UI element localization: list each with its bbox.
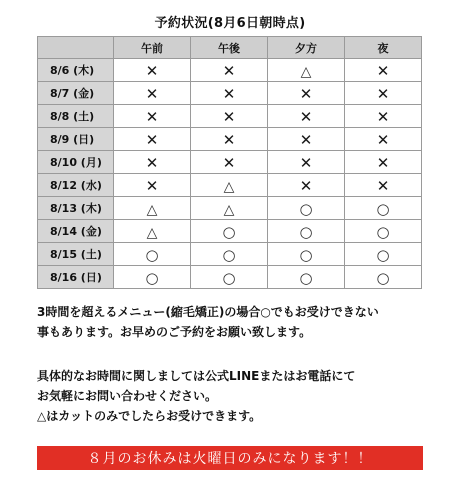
notice-line: お気軽にお問い合わせください。	[37, 389, 218, 403]
cell-evening	[268, 197, 345, 220]
cross-icon: ✕	[299, 153, 313, 172]
table-row	[38, 128, 422, 151]
table-row	[38, 151, 422, 174]
cell-night	[345, 220, 422, 243]
table-row	[38, 243, 422, 266]
table-row	[38, 220, 422, 243]
cell-afternoon	[191, 174, 268, 197]
circle-icon: ○	[145, 245, 159, 264]
cross-icon: ✕	[376, 84, 390, 103]
cell-night	[345, 105, 422, 128]
notice-line: △はカットのみでしたらお受けできます。	[37, 409, 262, 423]
cell-morning	[114, 174, 191, 197]
circle-icon: ○	[299, 222, 313, 241]
circle-icon: ○	[222, 222, 236, 241]
cell-morning	[114, 220, 191, 243]
cell-afternoon	[191, 59, 268, 82]
table-row	[38, 197, 422, 220]
cell-evening	[268, 220, 345, 243]
row-date: 8/14 (金)	[38, 220, 114, 243]
cell-afternoon	[191, 243, 268, 266]
cell-morning	[114, 59, 191, 82]
row-date: 8/6 (木)	[38, 59, 114, 82]
holiday-banner: ８月のお休みは火曜日のみになります！！	[37, 446, 423, 470]
column-header-evening: 夕方	[268, 37, 345, 59]
notice-line: 具体的なお時間に関しましては公式LINEまたはお電話にて	[37, 369, 356, 383]
cell-night	[345, 174, 422, 197]
cell-night	[345, 151, 422, 174]
cell-afternoon	[191, 266, 268, 289]
row-date: 8/15 (土)	[38, 243, 114, 266]
cell-evening	[268, 243, 345, 266]
cross-icon: ✕	[222, 61, 236, 80]
table-row	[38, 105, 422, 128]
cross-icon: ✕	[299, 107, 313, 126]
cell-night	[345, 59, 422, 82]
cell-night	[345, 197, 422, 220]
row-date: 8/8 (土)	[38, 105, 114, 128]
table-row	[38, 174, 422, 197]
row-date: 8/12 (水)	[38, 174, 114, 197]
triangle-icon: △	[300, 63, 312, 80]
cross-icon: ✕	[145, 107, 159, 126]
circle-icon: ○	[376, 199, 390, 218]
column-header-afternoon: 午後	[191, 37, 268, 59]
column-header-date	[38, 37, 114, 59]
cross-icon: ✕	[222, 153, 236, 172]
cell-evening	[268, 128, 345, 151]
triangle-icon: △	[146, 201, 158, 218]
row-date: 8/13 (木)	[38, 197, 114, 220]
column-header-morning: 午前	[114, 37, 191, 59]
cross-icon: ✕	[299, 84, 313, 103]
cross-icon: ✕	[145, 176, 159, 195]
triangle-icon: △	[146, 224, 158, 241]
cell-evening	[268, 174, 345, 197]
cross-icon: ✕	[145, 153, 159, 172]
cell-evening	[268, 266, 345, 289]
cross-icon: ✕	[376, 107, 390, 126]
table-header-row	[38, 37, 422, 59]
triangle-icon: △	[223, 201, 235, 218]
cross-icon: ✕	[376, 153, 390, 172]
cell-afternoon	[191, 220, 268, 243]
notice-contact	[37, 366, 437, 426]
cell-night	[345, 266, 422, 289]
table-row	[38, 82, 422, 105]
notice-long-menu	[37, 302, 437, 342]
cross-icon: ✕	[376, 130, 390, 149]
row-date: 8/16 (日)	[38, 266, 114, 289]
cross-icon: ✕	[299, 130, 313, 149]
cell-morning	[114, 82, 191, 105]
cell-morning	[114, 243, 191, 266]
cross-icon: ✕	[376, 176, 390, 195]
circle-icon: ○	[299, 245, 313, 264]
cell-night	[345, 243, 422, 266]
circle-icon: ○	[222, 268, 236, 287]
cell-evening	[268, 82, 345, 105]
cell-afternoon	[191, 128, 268, 151]
circle-icon: ○	[376, 222, 390, 241]
circle-icon: ○	[299, 268, 313, 287]
cross-icon: ✕	[222, 107, 236, 126]
cell-afternoon	[191, 151, 268, 174]
cell-morning	[114, 128, 191, 151]
cross-icon: ✕	[222, 84, 236, 103]
cell-afternoon	[191, 105, 268, 128]
cell-evening	[268, 59, 345, 82]
cross-icon: ✕	[376, 61, 390, 80]
cell-morning	[114, 266, 191, 289]
reservation-table	[37, 36, 422, 289]
page-title: 予約状況(8月6日朝時点)	[154, 16, 306, 31]
cross-icon: ✕	[299, 176, 313, 195]
cell-evening	[268, 151, 345, 174]
cross-icon: ✕	[145, 130, 159, 149]
circle-icon: ○	[222, 245, 236, 264]
cross-icon: ✕	[222, 130, 236, 149]
circle-icon: ○	[299, 199, 313, 218]
cell-afternoon	[191, 82, 268, 105]
cell-morning	[114, 105, 191, 128]
cross-icon: ✕	[145, 61, 159, 80]
circle-icon: ○	[145, 268, 159, 287]
notice-line: 3時間を超えるメニュー(縮毛矯正)の場合○でもお受けできない	[37, 305, 379, 319]
table-row	[38, 266, 422, 289]
row-date: 8/10 (月)	[38, 151, 114, 174]
cell-morning	[114, 197, 191, 220]
triangle-icon: △	[223, 178, 235, 195]
circle-icon: ○	[376, 268, 390, 287]
row-date: 8/9 (日)	[38, 128, 114, 151]
column-header-night: 夜	[345, 37, 422, 59]
cell-night	[345, 82, 422, 105]
cell-night	[345, 128, 422, 151]
cell-afternoon	[191, 197, 268, 220]
table-row	[38, 59, 422, 82]
circle-icon: ○	[376, 245, 390, 264]
cross-icon: ✕	[145, 84, 159, 103]
row-date: 8/7 (金)	[38, 82, 114, 105]
notice-line: 事もあります。お早めのご予約をお願い致します。	[37, 325, 312, 339]
cell-morning	[114, 151, 191, 174]
cell-evening	[268, 105, 345, 128]
